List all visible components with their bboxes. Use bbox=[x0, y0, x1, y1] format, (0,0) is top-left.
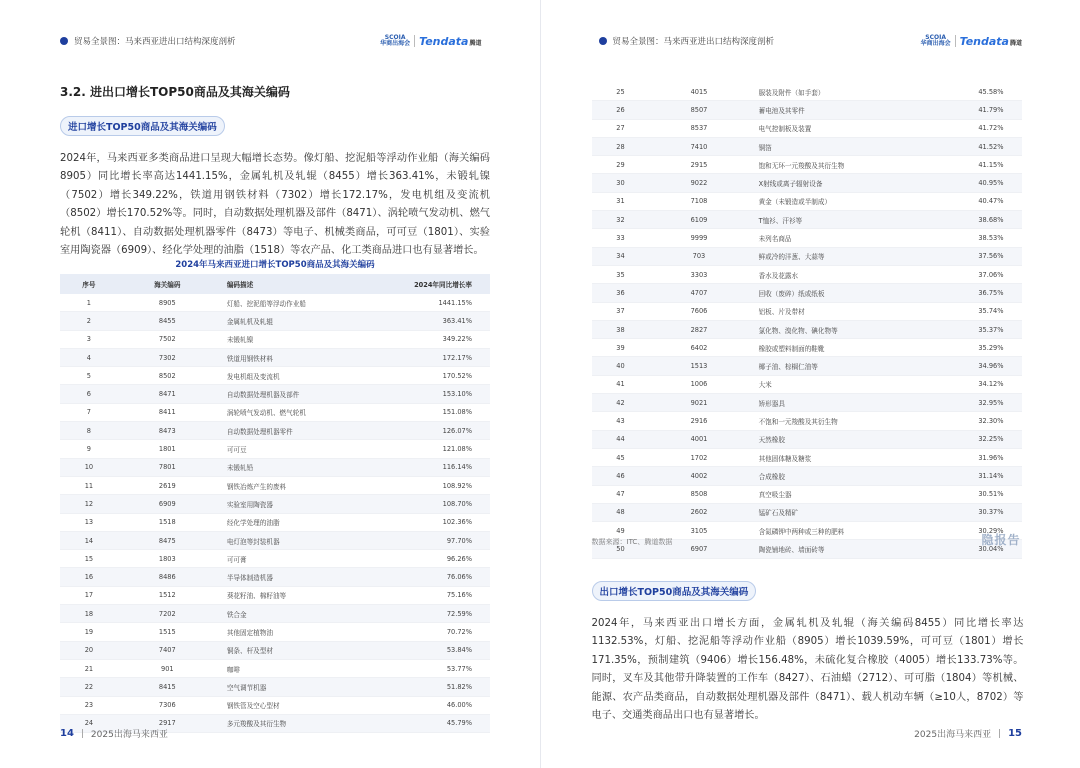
cell-description: 回收（废碎）纸或纸板 bbox=[749, 284, 917, 302]
table-row bbox=[592, 448, 1022, 466]
cell-growth: 70.72% bbox=[385, 623, 490, 641]
cell-rank: 8 bbox=[60, 422, 118, 440]
cell-rank: 7 bbox=[60, 403, 118, 421]
cell-rank: 34 bbox=[592, 247, 650, 265]
cell-description: X射线或离子辐射设备 bbox=[749, 174, 917, 192]
table-row bbox=[592, 503, 1022, 521]
table-row bbox=[592, 375, 1022, 393]
cell-growth: 30.51% bbox=[917, 485, 1022, 503]
cell-hs-code: 1801 bbox=[118, 440, 217, 458]
table-row bbox=[60, 696, 490, 714]
cell-description: 橡胶或塑料制面的鞋靴 bbox=[749, 339, 917, 357]
cell-description: 铁道用钢铁材料 bbox=[217, 348, 385, 366]
cell-description: 钢铁冶炼产生的废料 bbox=[217, 476, 385, 494]
table-row bbox=[60, 458, 490, 476]
cell-growth: 72.59% bbox=[385, 605, 490, 623]
cell-rank: 31 bbox=[592, 192, 650, 210]
cell-rank: 44 bbox=[592, 430, 650, 448]
table-row bbox=[592, 229, 1022, 247]
cell-hs-code: 9022 bbox=[649, 174, 748, 192]
table-row bbox=[60, 641, 490, 659]
cell-hs-code: 4015 bbox=[649, 83, 748, 101]
cell-description: 其他固定植物油 bbox=[217, 623, 385, 641]
cell-description: 钢铁管及空心型材 bbox=[217, 696, 385, 714]
cell-rank: 30 bbox=[592, 174, 650, 192]
cell-description: 鲜或冷的洋葱、大蒜等 bbox=[749, 247, 917, 265]
cell-rank: 20 bbox=[60, 641, 118, 659]
cell-hs-code: 6907 bbox=[649, 540, 748, 558]
cell-rank: 25 bbox=[592, 83, 650, 101]
cell-growth: 41.15% bbox=[917, 156, 1022, 174]
header-logos bbox=[921, 35, 1022, 48]
cell-hs-code: 2916 bbox=[649, 412, 748, 430]
cell-rank: 14 bbox=[60, 531, 118, 549]
page-header bbox=[60, 32, 482, 50]
cell-growth: 41.79% bbox=[917, 101, 1022, 119]
cell-description: 灯船、挖泥船等浮动作业船 bbox=[217, 294, 385, 312]
import-table-left bbox=[60, 274, 490, 733]
table-row bbox=[60, 623, 490, 641]
cell-hs-code: 3303 bbox=[649, 265, 748, 283]
cell-growth: 30.37% bbox=[917, 503, 1022, 521]
cell-description: 铁合金 bbox=[217, 605, 385, 623]
table-header-row bbox=[60, 274, 490, 294]
cell-growth: 31.96% bbox=[917, 448, 1022, 466]
cell-growth: 46.00% bbox=[385, 696, 490, 714]
logo-divider bbox=[955, 35, 956, 47]
table-row bbox=[592, 320, 1022, 338]
cell-description: 咖啡 bbox=[217, 659, 385, 677]
table-row bbox=[60, 422, 490, 440]
table-row bbox=[592, 211, 1022, 229]
cell-hs-code: 6109 bbox=[649, 211, 748, 229]
cell-growth: 363.41% bbox=[385, 312, 490, 330]
cell-growth: 76.06% bbox=[385, 568, 490, 586]
table-row bbox=[592, 485, 1022, 503]
table-row bbox=[60, 659, 490, 677]
cell-growth: 32.95% bbox=[917, 394, 1022, 412]
cell-rank: 6 bbox=[60, 385, 118, 403]
page-footer-left bbox=[60, 727, 168, 740]
cell-rank: 4 bbox=[60, 348, 118, 366]
cell-description: 多元羧酸及其衍生物 bbox=[217, 714, 385, 732]
cell-rank: 12 bbox=[60, 495, 118, 513]
cell-hs-code: 8415 bbox=[118, 678, 217, 696]
cell-hs-code: 9021 bbox=[649, 394, 748, 412]
cell-description: 含氮磷钾中两种或三种的肥料 bbox=[749, 522, 917, 540]
cell-rank: 45 bbox=[592, 448, 650, 466]
cell-growth: 153.10% bbox=[385, 385, 490, 403]
cell-hs-code: 703 bbox=[649, 247, 748, 265]
table-row bbox=[592, 83, 1022, 101]
cell-growth: 35.29% bbox=[917, 339, 1022, 357]
cell-growth: 40.47% bbox=[917, 192, 1022, 210]
cell-growth: 34.12% bbox=[917, 375, 1022, 393]
table-row bbox=[592, 247, 1022, 265]
cell-hs-code: 4001 bbox=[649, 430, 748, 448]
cell-description: 未列名商品 bbox=[749, 229, 917, 247]
cell-hs-code: 2602 bbox=[649, 503, 748, 521]
cell-growth: 75.16% bbox=[385, 586, 490, 604]
cell-hs-code: 1803 bbox=[118, 550, 217, 568]
cell-description: 服装及附件（如手套） bbox=[749, 83, 917, 101]
cell-rank: 32 bbox=[592, 211, 650, 229]
cell-description: 空气调节机器 bbox=[217, 678, 385, 696]
table-row bbox=[60, 513, 490, 531]
table-row bbox=[60, 403, 490, 421]
cell-description: 饱和无环一元羧酸及其衍生物 bbox=[749, 156, 917, 174]
col-header-description: 编码描述 bbox=[217, 274, 385, 294]
cell-hs-code: 4707 bbox=[649, 284, 748, 302]
cell-rank: 17 bbox=[60, 586, 118, 604]
cell-hs-code: 7407 bbox=[118, 641, 217, 659]
cell-rank: 9 bbox=[60, 440, 118, 458]
bullet-dot-icon bbox=[60, 37, 68, 45]
table-row bbox=[592, 394, 1022, 412]
cell-rank: 18 bbox=[60, 605, 118, 623]
cell-hs-code: 8473 bbox=[118, 422, 217, 440]
cell-hs-code: 8411 bbox=[118, 403, 217, 421]
table-row bbox=[60, 294, 490, 312]
cell-description: 半导体制造机器 bbox=[217, 568, 385, 586]
cell-rank: 11 bbox=[60, 476, 118, 494]
col-header-hs-code: 海关编码 bbox=[118, 274, 217, 294]
cell-growth: 32.30% bbox=[917, 412, 1022, 430]
cell-growth: 36.75% bbox=[917, 284, 1022, 302]
cell-growth: 40.95% bbox=[917, 174, 1022, 192]
footer-divider bbox=[82, 729, 83, 738]
cell-growth: 116.14% bbox=[385, 458, 490, 476]
cell-hs-code: 8486 bbox=[118, 568, 217, 586]
cell-growth: 170.52% bbox=[385, 367, 490, 385]
cell-hs-code: 8537 bbox=[649, 119, 748, 137]
cell-growth: 38.68% bbox=[917, 211, 1022, 229]
cell-rank: 40 bbox=[592, 357, 650, 375]
cell-hs-code: 9999 bbox=[649, 229, 748, 247]
cell-hs-code: 6402 bbox=[649, 339, 748, 357]
table-row bbox=[60, 348, 490, 366]
cell-description: 未锻轧铅 bbox=[217, 458, 385, 476]
cell-growth: 30.04% bbox=[917, 540, 1022, 558]
cell-growth: 108.92% bbox=[385, 476, 490, 494]
cell-hs-code: 1702 bbox=[649, 448, 748, 466]
cell-rank: 2 bbox=[60, 312, 118, 330]
cell-description: 其他固体糖及糖浆 bbox=[749, 448, 917, 466]
cell-description: 大米 bbox=[749, 375, 917, 393]
cell-growth: 53.77% bbox=[385, 659, 490, 677]
cell-description: 蓄电池及其零件 bbox=[749, 101, 917, 119]
table-row bbox=[60, 385, 490, 403]
table-row bbox=[592, 192, 1022, 210]
cell-description: 真空吸尘器 bbox=[749, 485, 917, 503]
cell-hs-code: 7801 bbox=[118, 458, 217, 476]
table-row bbox=[60, 367, 490, 385]
table-row bbox=[592, 412, 1022, 430]
cell-rank: 26 bbox=[592, 101, 650, 119]
table-row bbox=[592, 137, 1022, 155]
cell-hs-code: 2619 bbox=[118, 476, 217, 494]
cell-description: 矫形器具 bbox=[749, 394, 917, 412]
cell-rank: 38 bbox=[592, 320, 650, 338]
cell-rank: 15 bbox=[60, 550, 118, 568]
cell-growth: 172.17% bbox=[385, 348, 490, 366]
export-paragraph: 2024年，马来西亚出口增长方面，金属轧机及轧辊（海关编码8455）同比增长率达1132.53%，灯船、挖泥船等浮动作业船（8905）增长1039.59%，可可豆（1801）增长171.35%，预制建筑（9406）增长156.48%，未硫化复合橡胶（4005）增长133.73%等。同时，叉车及其他带升降装置的工作车（8427）、石油蜡（2712）、可可脂（1804）等机械、能源、农产品类商品，自动数据处理机器及部件（8471）、载人机动车辆（≥10人，8702）等电子、交通类商品出口也有显著增长。 bbox=[591, 618, 1024, 722]
table-row bbox=[592, 357, 1022, 375]
table-row bbox=[60, 586, 490, 604]
import-section-tag: 进口增长TOP50商品及其海关编码 bbox=[60, 116, 225, 136]
tendata-logo: Tendata腾道 bbox=[419, 34, 482, 48]
cell-hs-code: 8905 bbox=[118, 294, 217, 312]
cell-rank: 24 bbox=[60, 714, 118, 732]
page-footer-right bbox=[914, 727, 1022, 740]
cell-description: 发电机组及变流机 bbox=[217, 367, 385, 385]
cell-description: 葵花籽油、棉籽油等 bbox=[217, 586, 385, 604]
cell-description: T恤衫、汗衫等 bbox=[749, 211, 917, 229]
section-title: 3.2. 进出口增长TOP50商品及其海关编码 bbox=[60, 85, 290, 99]
cell-description: 自动数据处理机器零件 bbox=[217, 422, 385, 440]
table-row bbox=[60, 476, 490, 494]
cell-rank: 22 bbox=[60, 678, 118, 696]
cell-description: 陶瓷铺地砖、墙面砖等 bbox=[749, 540, 917, 558]
cell-growth: 102.36% bbox=[385, 513, 490, 531]
cell-rank: 21 bbox=[60, 659, 118, 677]
cell-description: 电气控制板及装置 bbox=[749, 119, 917, 137]
cell-description: 黄金（未锻造或半制成） bbox=[749, 192, 917, 210]
right-page bbox=[541, 0, 1080, 768]
cell-description: 锰矿石及精矿 bbox=[749, 503, 917, 521]
cell-rank: 49 bbox=[592, 522, 650, 540]
cell-hs-code: 7306 bbox=[118, 696, 217, 714]
cell-hs-code: 4002 bbox=[649, 467, 748, 485]
cell-hs-code: 7302 bbox=[118, 348, 217, 366]
cell-rank: 23 bbox=[60, 696, 118, 714]
cell-rank: 36 bbox=[592, 284, 650, 302]
cell-description: 实验室用陶瓷器 bbox=[217, 495, 385, 513]
table-row bbox=[592, 339, 1022, 357]
cell-description: 铜条、杆及型材 bbox=[217, 641, 385, 659]
cell-hs-code: 1006 bbox=[649, 375, 748, 393]
cell-growth: 41.52% bbox=[917, 137, 1022, 155]
cell-growth: 35.74% bbox=[917, 302, 1022, 320]
table-row bbox=[60, 312, 490, 330]
table-row bbox=[592, 156, 1022, 174]
cell-growth: 30.29% bbox=[917, 522, 1022, 540]
cell-description: 涡轮喷气发动机、燃气轮机 bbox=[217, 403, 385, 421]
page-number: 14 bbox=[60, 728, 74, 739]
table-row bbox=[592, 284, 1022, 302]
cell-rank: 5 bbox=[60, 367, 118, 385]
table-title: 2024年马来西亚进口增长TOP50商品及其海关编码 bbox=[175, 260, 375, 270]
cell-hs-code: 2915 bbox=[649, 156, 748, 174]
cell-description: 未锻轧镍 bbox=[217, 330, 385, 348]
cell-growth: 96.26% bbox=[385, 550, 490, 568]
cell-rank: 28 bbox=[592, 137, 650, 155]
table-row bbox=[592, 467, 1022, 485]
cell-rank: 29 bbox=[592, 156, 650, 174]
footer-text: 2025出海马来西亚 bbox=[914, 730, 992, 740]
cell-rank: 13 bbox=[60, 513, 118, 531]
col-header-rank: 序号 bbox=[60, 274, 118, 294]
cell-description: 经化学处理的油脂 bbox=[217, 513, 385, 531]
table-row bbox=[592, 101, 1022, 119]
cell-rank: 46 bbox=[592, 467, 650, 485]
table-row bbox=[60, 440, 490, 458]
cell-growth: 37.56% bbox=[917, 247, 1022, 265]
cell-description: 不饱和一元羧酸及其衍生物 bbox=[749, 412, 917, 430]
header-title: 贸易全景图：马来西亚进出口结构深度剖析 bbox=[612, 37, 775, 47]
table-row bbox=[60, 495, 490, 513]
table-row bbox=[592, 174, 1022, 192]
table-row bbox=[592, 430, 1022, 448]
cell-growth: 51.82% bbox=[385, 678, 490, 696]
cell-growth: 41.72% bbox=[917, 119, 1022, 137]
table-row bbox=[60, 330, 490, 348]
cell-hs-code: 1515 bbox=[118, 623, 217, 641]
cell-hs-code: 7202 bbox=[118, 605, 217, 623]
cell-description: 香水及花露水 bbox=[749, 265, 917, 283]
cell-rank: 50 bbox=[592, 540, 650, 558]
cell-rank: 47 bbox=[592, 485, 650, 503]
cell-hs-code: 6909 bbox=[118, 495, 217, 513]
cell-description: 电灯泡等封装机器 bbox=[217, 531, 385, 549]
cell-hs-code: 1518 bbox=[118, 513, 217, 531]
cell-growth: 1441.15% bbox=[385, 294, 490, 312]
cell-hs-code: 8471 bbox=[118, 385, 217, 403]
cell-rank: 1 bbox=[60, 294, 118, 312]
cell-rank: 16 bbox=[60, 568, 118, 586]
header-logos bbox=[380, 35, 481, 48]
cell-hs-code: 7606 bbox=[649, 302, 748, 320]
table-row bbox=[592, 302, 1022, 320]
cell-growth: 45.58% bbox=[917, 83, 1022, 101]
cell-growth: 151.08% bbox=[385, 403, 490, 421]
cell-description: 可可豆 bbox=[217, 440, 385, 458]
cell-description: 合成橡胶 bbox=[749, 467, 917, 485]
cell-hs-code: 8502 bbox=[118, 367, 217, 385]
cell-growth: 108.70% bbox=[385, 495, 490, 513]
cell-rank: 19 bbox=[60, 623, 118, 641]
cell-hs-code: 7108 bbox=[649, 192, 748, 210]
cell-growth: 34.96% bbox=[917, 357, 1022, 375]
tendata-logo: Tendata腾道 bbox=[959, 34, 1022, 48]
cell-rank: 10 bbox=[60, 458, 118, 476]
cell-hs-code: 2917 bbox=[118, 714, 217, 732]
import-table-right bbox=[592, 83, 1022, 559]
data-source: 数据来源：ITC、腾道数据 bbox=[591, 538, 673, 546]
table-row bbox=[592, 265, 1022, 283]
bullet-dot-icon bbox=[599, 37, 607, 45]
table-row bbox=[60, 568, 490, 586]
cell-hs-code: 8455 bbox=[118, 312, 217, 330]
cell-growth: 45.79% bbox=[385, 714, 490, 732]
cell-growth: 126.07% bbox=[385, 422, 490, 440]
cell-growth: 37.06% bbox=[917, 265, 1022, 283]
cell-growth: 121.08% bbox=[385, 440, 490, 458]
cell-rank: 42 bbox=[592, 394, 650, 412]
cell-growth: 38.53% bbox=[917, 229, 1022, 247]
export-section-tag: 出口增长TOP50商品及其海关编码 bbox=[592, 581, 757, 601]
table-row bbox=[60, 531, 490, 549]
table-row bbox=[592, 119, 1022, 137]
cell-description: 椰子油、棕榈仁油等 bbox=[749, 357, 917, 375]
page-number: 15 bbox=[1008, 728, 1022, 739]
cell-hs-code: 8507 bbox=[649, 101, 748, 119]
cell-hs-code: 7502 bbox=[118, 330, 217, 348]
cell-growth: 35.37% bbox=[917, 320, 1022, 338]
cell-hs-code: 8508 bbox=[649, 485, 748, 503]
scoia-logo: SCOIA 华商出海会 bbox=[380, 34, 411, 47]
cell-hs-code: 8475 bbox=[118, 531, 217, 549]
header-title: 贸易全景图：马来西亚进出口结构深度剖析 bbox=[74, 37, 236, 47]
table-row bbox=[60, 605, 490, 623]
cell-rank: 33 bbox=[592, 229, 650, 247]
cell-hs-code: 3105 bbox=[649, 522, 748, 540]
cell-rank: 3 bbox=[60, 330, 118, 348]
cell-growth: 97.70% bbox=[385, 531, 490, 549]
cell-description: 铝板、片及带材 bbox=[749, 302, 917, 320]
cell-rank: 43 bbox=[592, 412, 650, 430]
logo-divider bbox=[414, 35, 415, 47]
cell-growth: 53.84% bbox=[385, 641, 490, 659]
cell-rank: 41 bbox=[592, 375, 650, 393]
cell-description: 氯化物、溴化物、碘化物等 bbox=[749, 320, 917, 338]
cell-description: 可可膏 bbox=[217, 550, 385, 568]
cell-rank: 35 bbox=[592, 265, 650, 283]
scoia-logo: SCOIA 华商出海会 bbox=[920, 34, 951, 47]
cell-description: 铜箔 bbox=[749, 137, 917, 155]
cell-description: 金属轧机及轧辊 bbox=[217, 312, 385, 330]
cell-rank: 37 bbox=[592, 302, 650, 320]
cell-hs-code: 2827 bbox=[649, 320, 748, 338]
import-paragraph: 2024年，马来西亚多类商品进口呈现大幅增长态势。像灯船、挖泥船等浮动作业船（海关编码8905）同比增长率高达1441.15%，金属轧机及轧辊（8455）增长363.41%，未锻轧镍（7502）增长349.22%，铁道用钢铁材料（7302）增长172.17%，发电机组及变流机（8502）增长170.52%等。同时，自动数据处理机器及部件（8471）、涡轮喷气发动机、燃气轮机（8411）、自动数据处理机器零件（8473）等电子、机械类商品，可可豆（1801）、实验室用陶瓷器（6909）、经化学处理的油脂（1518）等农产品、化工类商品进口也有显著增长。 bbox=[60, 153, 490, 257]
cell-growth: 31.14% bbox=[917, 467, 1022, 485]
cell-growth: 32.25% bbox=[917, 430, 1022, 448]
footer-divider bbox=[999, 729, 1000, 738]
cell-hs-code: 7410 bbox=[649, 137, 748, 155]
cell-hs-code: 901 bbox=[118, 659, 217, 677]
cell-rank: 39 bbox=[592, 339, 650, 357]
cell-hs-code: 1513 bbox=[649, 357, 748, 375]
cell-description: 天然橡胶 bbox=[749, 430, 917, 448]
table-row bbox=[60, 550, 490, 568]
col-header-growth: 2024年同比增长率 bbox=[385, 274, 490, 294]
cell-rank: 27 bbox=[592, 119, 650, 137]
cell-hs-code: 1512 bbox=[118, 586, 217, 604]
table-row bbox=[60, 678, 490, 696]
page-header bbox=[599, 32, 1023, 50]
cell-rank: 48 bbox=[592, 503, 650, 521]
cell-description: 自动数据处理机器及部件 bbox=[217, 385, 385, 403]
footer-text: 2025出海马来西亚 bbox=[90, 730, 168, 740]
cell-growth: 349.22% bbox=[385, 330, 490, 348]
watermark-logo: 隐报告 bbox=[981, 533, 1021, 547]
